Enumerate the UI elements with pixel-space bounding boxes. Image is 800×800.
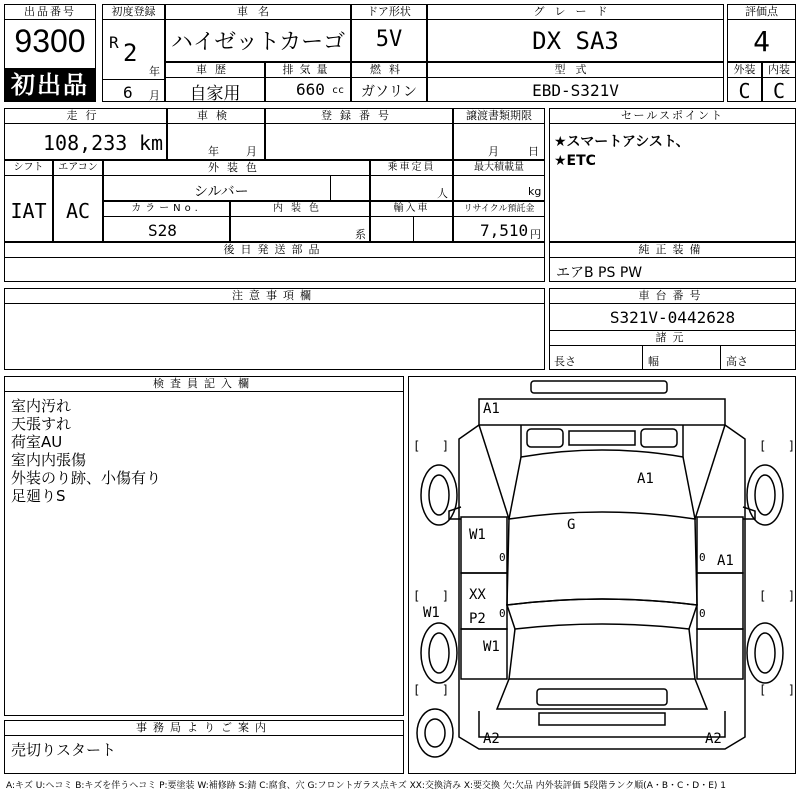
reg-month: 6 [123, 83, 133, 102]
recycle-cell [453, 201, 545, 242]
plate-box [265, 108, 453, 160]
model-label: 型式 [428, 63, 723, 78]
color-no-label: カラーNo. [104, 202, 229, 217]
reg-era: R [109, 33, 119, 52]
displacement-box [265, 62, 351, 102]
mileage-box [4, 108, 167, 160]
caution-box [4, 288, 545, 370]
chassis-label: 車台番号 [550, 289, 795, 304]
bracket-right-bottom: [ ] [759, 683, 796, 697]
inspection-box [167, 108, 265, 160]
bracket-right-mid: [ ] [759, 589, 796, 603]
int-color-label: 内装色 [231, 202, 369, 217]
height-label: 高さ [726, 355, 748, 368]
chassis-box [549, 288, 796, 370]
reg-year: 2 [123, 39, 138, 67]
mileage-value: 108,233 [43, 131, 128, 155]
bracket-left-bottom: [ ] [413, 683, 450, 697]
legend: A:キズ U:ヘコミ B:キズを伴うヘコミ P:要塗装 W:補修跡 S:錆 C:腐食、穴 G:フロントガラス点キズ XX:交換済み X:要交換 欠:欠品 内外装評価 5段階ランク順(A・B・C・D・E) 1 [6, 781, 727, 791]
divider [413, 217, 414, 242]
fuel-box [351, 62, 427, 102]
color-no-value: S28 [148, 221, 177, 240]
width-label: 幅 [648, 355, 659, 368]
color-label: 外装色 [104, 161, 369, 176]
import-cell [370, 201, 453, 242]
mark-hood: A1 [637, 471, 654, 487]
load-cell [453, 160, 545, 201]
recycle-label: リサイクル預託金 [454, 202, 544, 217]
inspector-line-4: 室内内張傷 [11, 451, 87, 469]
year-unit: 年 [149, 65, 160, 78]
caution-label: 注意事項欄 [5, 289, 544, 304]
capacity-cell [370, 160, 453, 201]
inspection-month-unit: 月 [246, 145, 257, 158]
mark-right-front-door: A1 [717, 553, 734, 569]
chassis-value: S321V-0442628 [609, 308, 736, 327]
inspector-box [4, 376, 404, 716]
first-listing-badge: 初出品 [5, 68, 95, 102]
history-box [165, 62, 265, 102]
score-box [727, 4, 796, 62]
mark-roof: G [567, 517, 576, 533]
cc-unit: cc [332, 85, 345, 96]
lot-number: 9300 [14, 23, 86, 59]
interior-label: 内装 [763, 63, 795, 78]
color-value: シルバー [194, 184, 249, 200]
divider [103, 79, 164, 80]
int-color-cell [230, 201, 370, 242]
inspector-label: 検査員記入欄 [5, 377, 403, 392]
grade-label: グレード [428, 5, 723, 20]
transfer-day-unit: 日 [528, 145, 539, 158]
import-label: 輸入車 [371, 202, 452, 217]
capacity-unit: 人 [437, 187, 448, 200]
office-text: 売切りスタート [11, 741, 117, 759]
door-value: 5V [375, 27, 403, 52]
shift-label: シフト [5, 161, 52, 176]
car-name: ハイゼットカーゴ [170, 30, 346, 55]
mark-left-side: W1 [423, 605, 440, 621]
car-diagram-box [408, 376, 796, 774]
exterior-grade: C [738, 79, 751, 103]
inspector-line-2: 天張すれ [11, 415, 72, 433]
door-box [351, 4, 427, 62]
genuine-label: 純正装備 [550, 243, 795, 258]
mark-rear-p2: P2 [469, 611, 486, 627]
displacement-label: 排気量 [266, 63, 350, 78]
interior-grade-box [762, 62, 796, 102]
mark-left-rear-door: W1 [483, 639, 500, 655]
sales-points-box [549, 108, 796, 242]
mark-left-rear-zero: 0 [499, 607, 506, 620]
genuine-value: エアB PS PW [556, 265, 643, 281]
history-label: 車歴 [166, 63, 264, 78]
genuine-equipment-box [549, 242, 796, 282]
mark-left-front-door: W1 [469, 527, 486, 543]
exterior-label: 外装 [728, 63, 761, 78]
model-value: EBD-S321V [532, 81, 619, 100]
bracket-left-mid: [ ] [413, 589, 450, 603]
interior-grade: C [772, 79, 786, 103]
mark-rear-left: A2 [483, 731, 500, 747]
car-name-label: 車名 [166, 5, 350, 20]
mark-right-rear-zero: 0 [699, 607, 706, 620]
inspection-label: 車検 [168, 109, 264, 124]
ac-cell [53, 160, 103, 242]
mark-front-left: A1 [483, 401, 500, 417]
car-name-box [165, 4, 351, 62]
fuel-value: ガソリン [361, 84, 417, 100]
exterior-grade-box [727, 62, 762, 102]
mileage-label: 走行 [5, 109, 166, 124]
grade-value: DX SA3 [532, 27, 619, 55]
recycle-value: 7,510 [480, 221, 529, 240]
transfer-label: 譲渡書類期限 [454, 109, 544, 124]
sales-point-1: ★スマートアシスト、 [554, 134, 690, 150]
shift-cell [4, 160, 53, 242]
fuel-label: 燃料 [352, 63, 426, 78]
divider [720, 346, 721, 370]
inspector-line-1: 室内汚れ [11, 397, 72, 415]
lot-label: 出品番号 [5, 5, 95, 20]
divider [330, 176, 331, 201]
ac-label: エアコン [54, 161, 102, 176]
km-unit: km [139, 131, 164, 155]
door-label: ドア形状 [352, 5, 426, 20]
sales-point-2: ★ETC [554, 153, 596, 169]
registration-box [102, 4, 165, 102]
plate-label: 登録番号 [266, 109, 452, 124]
inspection-year-unit: 年 [208, 145, 219, 158]
inspector-line-5: 外装のり跡、小傷有り [11, 469, 162, 487]
score-label: 評価点 [728, 5, 795, 20]
inspector-line-3: 荷室AU [11, 433, 63, 451]
transfer-month-unit: 月 [488, 145, 499, 158]
month-unit: 月 [149, 89, 160, 102]
divider [642, 346, 643, 370]
score-value: 4 [753, 25, 770, 58]
transfer-box [453, 108, 545, 160]
bracket-left-top: [ ] [413, 439, 450, 453]
history-value: 自家用 [189, 84, 241, 104]
shift-value: IAT [10, 199, 47, 223]
bracket-right-top: [ ] [759, 439, 796, 453]
mark-rear-xx: XX [469, 587, 486, 603]
int-color-unit: 系 [355, 228, 366, 241]
capacity-label: 乗車定員 [371, 161, 452, 176]
mark-left-front-zero: 0 [499, 551, 506, 564]
dims-label: 諸元 [550, 330, 795, 346]
color-no-cell [103, 201, 230, 242]
grade-box [427, 4, 724, 62]
lot-box [4, 4, 96, 102]
load-label: 最大積載量 [454, 161, 544, 176]
color-cell [103, 160, 370, 201]
yen-unit: 円 [530, 228, 541, 241]
office-label: 事務局よりご案内 [5, 721, 403, 736]
later-parts-label: 後日発送部品 [5, 243, 544, 258]
sales-points-label: セールスポイント [550, 109, 795, 124]
registration-label: 初度登録 [103, 5, 164, 20]
inspector-line-6: 足廻りS [11, 487, 66, 505]
load-unit: kg [528, 185, 542, 198]
length-label: 長さ [554, 355, 576, 368]
mark-rear-right: A2 [705, 731, 722, 747]
ac-value: AC [65, 199, 91, 223]
office-box [4, 720, 404, 774]
mark-right-front-zero: 0 [699, 551, 706, 564]
later-parts-box [4, 242, 545, 282]
displacement-value: 660 [296, 80, 325, 99]
model-box [427, 62, 724, 102]
car-diagram [409, 377, 795, 773]
